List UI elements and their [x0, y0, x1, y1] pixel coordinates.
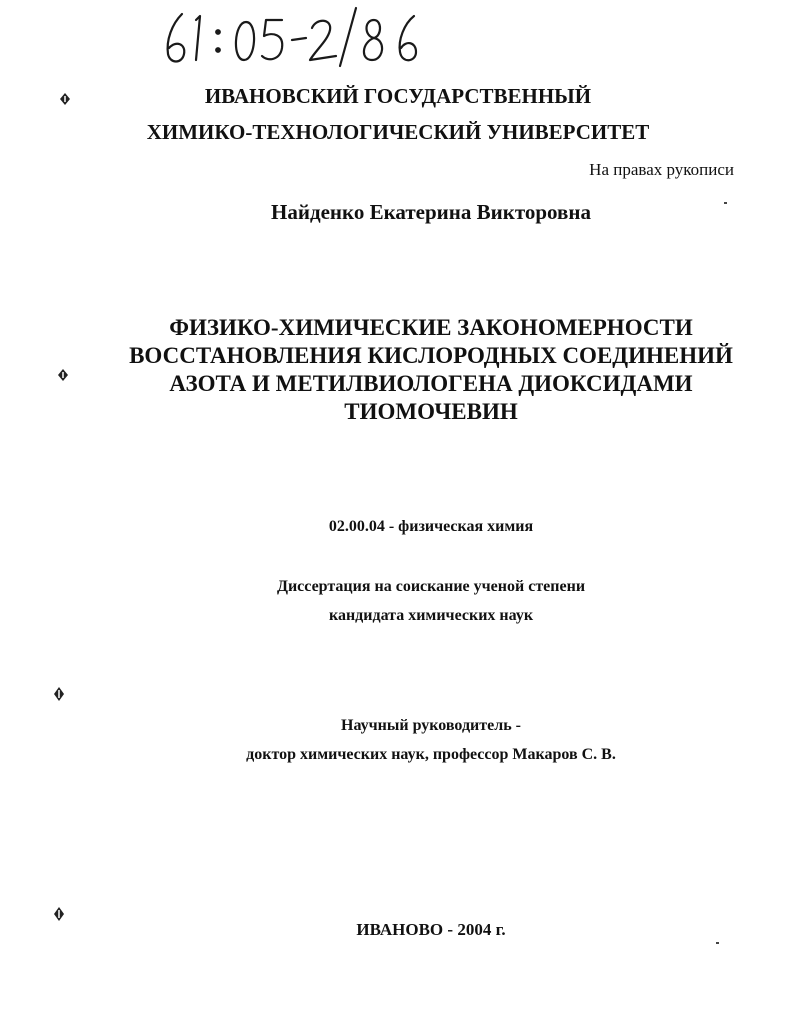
supervisor-line-2: доктор химических наук, профессор Макаров С. В. — [246, 746, 616, 763]
title-line: АЗОТА И МЕТИЛВИОЛОГЕНА ДИОКСИДАМИ — [169, 371, 693, 396]
scan-speck — [724, 202, 727, 204]
city-year: ИВАНОВО - 2004 г. — [356, 920, 506, 939]
rights-note: На правах рукописи — [589, 160, 734, 179]
title-line: ВОССТАНОВЛЕНИЯ КИСЛОРОДНЫХ СОЕДИНЕНИЙ — [129, 343, 733, 368]
title-line: ТИОМОЧЕВИН — [344, 399, 518, 424]
supervisor-line-1: Научный руководитель - — [341, 717, 521, 734]
dissertation-line-1: Диссертация на соискание ученой степени — [276, 578, 586, 595]
university-line-1: ИВАНОВСКИЙ ГОСУДАРСТВЕННЫЙ — [204, 84, 592, 108]
specialty: 02.00.04 - физическая химия — [328, 518, 534, 535]
dissertation-line-2: кандидата химических наук — [328, 607, 534, 624]
author-name: Найденко Екатерина Викторовна — [271, 200, 591, 224]
binding-mark-icon — [58, 92, 72, 106]
binding-mark-icon — [52, 906, 66, 922]
handwritten-catalog-number — [160, 4, 430, 68]
title-line: ФИЗИКО-ХИМИЧЕСКИЕ ЗАКОНОМЕРНОСТИ — [169, 315, 693, 340]
dissertation-title — [0, 314, 796, 426]
scan-speck — [716, 942, 719, 944]
university-line-2: ХИМИКО-ТЕХНОЛОГИЧЕСКИЙ УНИВЕРСИТЕТ — [146, 120, 650, 144]
binding-mark-icon — [56, 368, 70, 382]
binding-mark-icon — [52, 686, 66, 702]
